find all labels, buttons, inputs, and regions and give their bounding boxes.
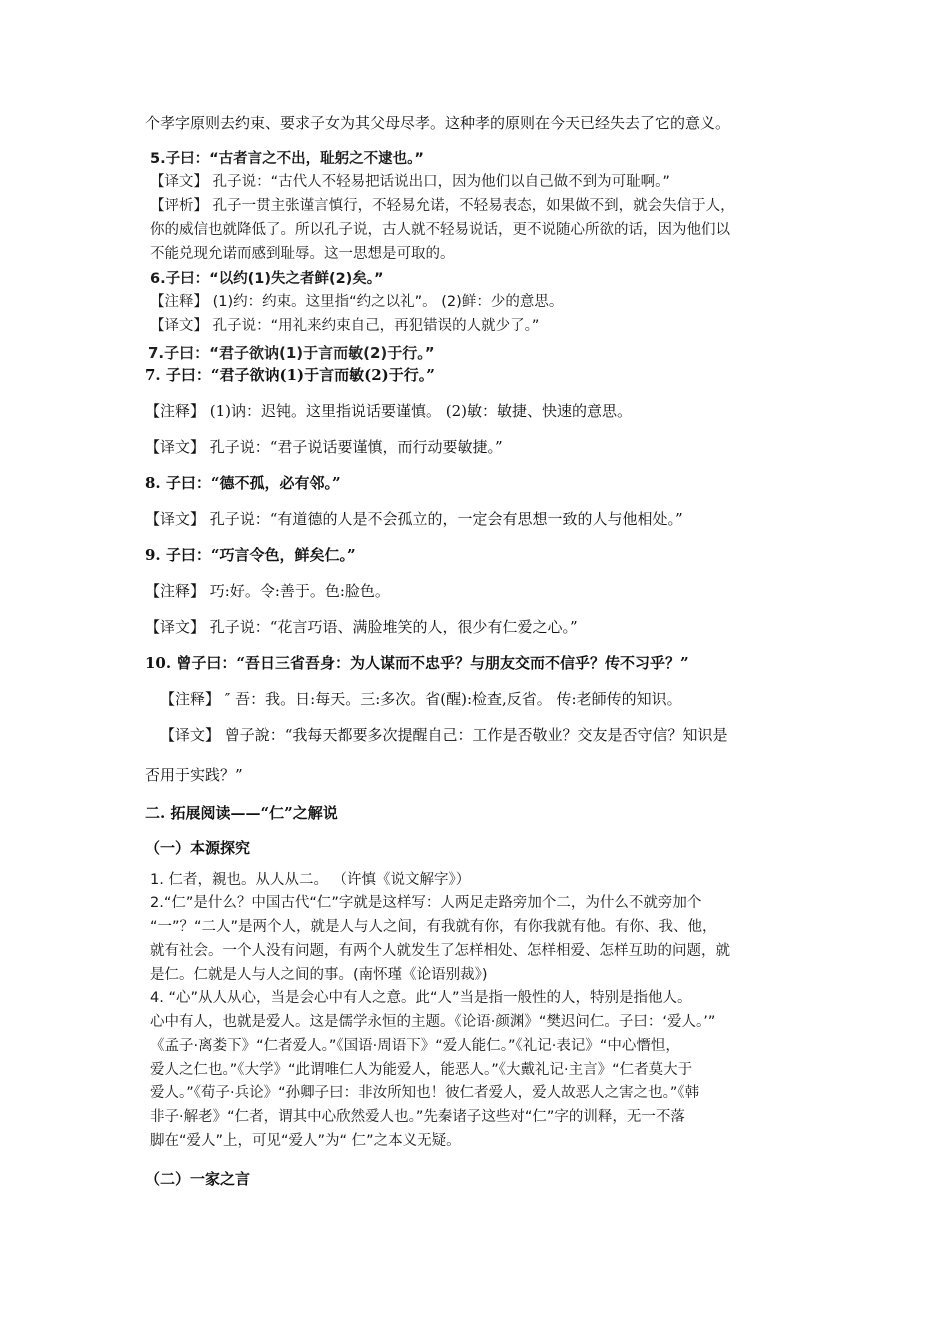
- text-line-36: （二）一家之言: [145, 1170, 251, 1188]
- text-line-14: 【译文】 孔子说：“有道德的人是不会孤立的，一定会有思想一致的人与他相处。”: [145, 510, 683, 528]
- text-line-7: 6.子曰：“以约(1)失之者鲜(2)矣。”: [150, 271, 384, 287]
- text-line-18: 10. 曾子曰：“吾日三省吾身：为人谋而不忠乎？与朋友交而不信乎？传不习乎？”: [145, 654, 689, 672]
- text-line-6: 不能兑现允诺而感到耻辱。这一思想是可取的。: [150, 246, 455, 262]
- text-line-35: 脚在“爱人”上，可见“爱人”为“ 仁”之本义无疑。: [150, 1133, 461, 1149]
- text-line-25: 2.“仁”是什么？中国古代“仁”字就是这样写：人两足走路旁加个二，为什么不就旁加个: [150, 895, 702, 911]
- text-line-4: 【评析】 孔子一贯主张谨言慎行，不轻易允诺，不轻易表态，如果做不到，就会失信于人，: [150, 198, 735, 214]
- text-line-1: 个孝字原则去约束、要求子女为其父母尽孝。这种孝的原则在今天已经失去了它的意义。: [145, 114, 731, 132]
- text-line-29: 4. “心”从人从心，当是会心中有人之意。此“人”当是指一般性的人，特别是指他人。: [150, 990, 692, 1006]
- text-line-16: 【注释】 巧:好。令:善于。色:脸色。: [145, 582, 390, 600]
- text-line-20: 【译文】 曾子說：“我每天都要多次提醒自己：工作是否敬业？交友是否守信？知识是: [160, 726, 728, 744]
- cropped-line-text: 7.子曰：“君子欲讷(1)于言而敏(2)于行。”: [148, 344, 435, 362]
- text-line-17: 【译文】 孔子说：“花言巧语、满脸堆笑的人，很少有仁爱之心。”: [145, 618, 578, 636]
- text-line-22: 二. 拓展阅读——“仁”之解说: [145, 804, 338, 822]
- text-line-8: 【注释】 (1)约：约束。这里指“约之以礼”。 (2)鲜：少的意思。: [150, 294, 564, 310]
- text-line-24: 1. 仁者，親也。从人从二。 （许慎《说文解字》）: [150, 872, 471, 888]
- text-line-10: 7. 子曰：“君子欲讷(1)于言而敏(2)于行。”: [145, 366, 435, 384]
- text-line-33: 爱人。”《荀子·兵论》“孙卿子曰：非汝所知也！彼仁者爱人，爱人故恶人之害之也。”《韩: [150, 1085, 700, 1101]
- text-line-30: 心中有人，也就是爱人。这是儒学永恒的主题。《论语·颜渊》“樊迟问仁。子曰：‘爱人。’”: [150, 1014, 716, 1030]
- text-line-23: （一）本源探究: [145, 839, 251, 857]
- text-line-19: 【注释】 ″ 吾：我。日:每天。三:多次。省(醒):检查,反省。 传:老師传的知识。: [160, 690, 682, 708]
- cropped-line-fragment: [148, 344, 478, 362]
- text-line-31: 《孟子·离娄下》“仁者爱人。”《国语·周语下》“爱人能仁。”《礼记·表记》“中心憯怛，: [150, 1038, 680, 1054]
- text-line-11: 【注释】 (1)讷：迟钝。这里指说话要谨慎。 (2)敏：敏捷、快速的意思。: [145, 402, 633, 420]
- text-line-9: 【译文】 孔子说：“用礼来约束自己，再犯错误的人就少了。”: [150, 318, 540, 334]
- text-line-27: 就有社会。一个人没有问题，有两个人就发生了怎样相处、怎样相爱、怎样互助的问题，就: [150, 943, 730, 959]
- text-line-32: 爱人之仁也。”《大学》“此谓唯仁人为能爱人，能恶人。”《大戴礼记·主言》“仁者莫大于: [150, 1062, 693, 1078]
- text-line-13: 8. 子曰：“德不孤，必有邻。”: [145, 474, 341, 492]
- text-line-2: 5.子曰：“古者言之不出，耻躬之不逮也。”: [150, 151, 424, 167]
- text-line-12: 【译文】 孔子说：“君子说话要谨慎，而行动要敏捷。”: [145, 438, 503, 456]
- text-line-21: 否用于实践？”: [145, 766, 243, 784]
- text-line-15: 9. 子曰：“巧言令色，鲜矣仁。”: [145, 546, 356, 564]
- text-line-28: 是仁。仁就是人与人之间的事。(南怀瑾《论语别裁》): [150, 967, 488, 983]
- text-line-5: 你的威信也就降低了。所以孔子说，古人就不轻易说话，更不说随心所欲的话，因为他们以: [150, 222, 730, 238]
- text-line-26: “一”？“二人”是两个人，就是人与人之间，有我就有你，有你我就有他。有你、我、他，: [150, 919, 717, 935]
- text-line-3: 【译文】 孔子说：“古代人不轻易把话说出口，因为他们以自己做不到为可耻啊。”: [150, 174, 670, 190]
- text-line-34: 非子·解老》“仁者，谓其中心欣然爱人也。”先秦诸子这些对“仁”字的训释，无一不落: [150, 1109, 685, 1125]
